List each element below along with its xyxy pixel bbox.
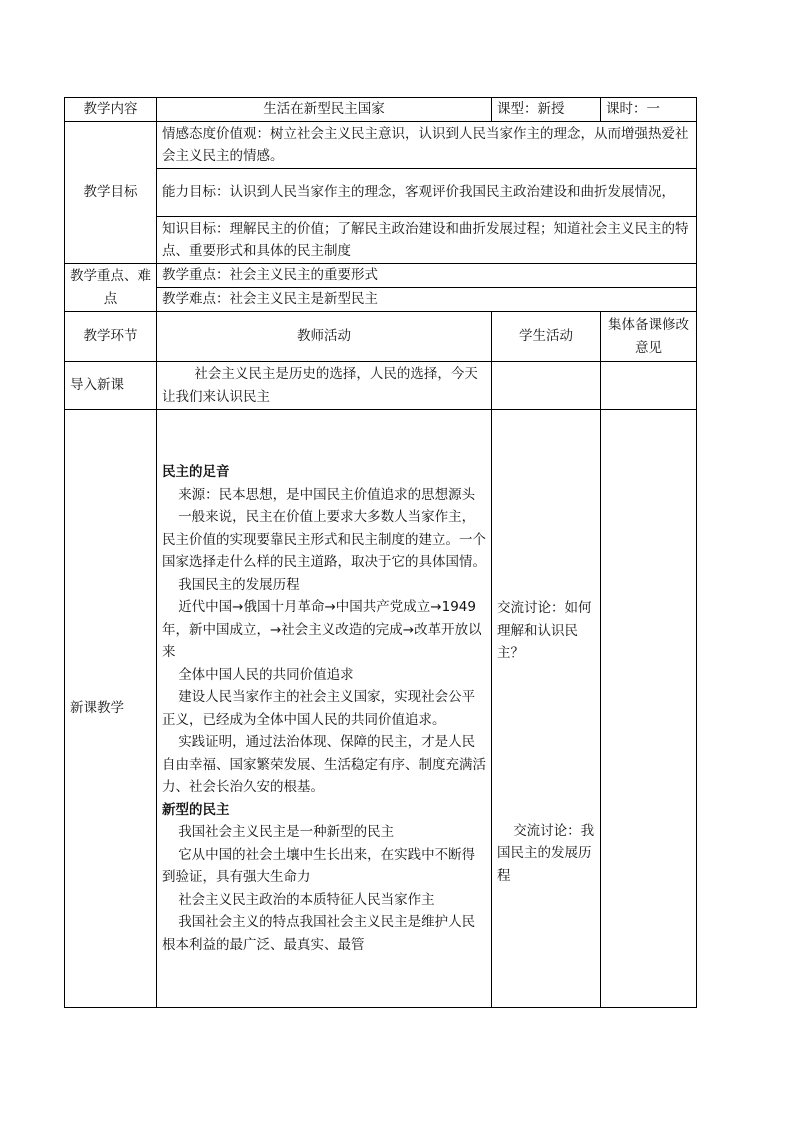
student-spacer-top xyxy=(497,530,595,597)
key-point-row xyxy=(65,264,697,288)
teacher-activity xyxy=(157,410,492,1008)
intro-teacher-text: 社会主义民主是历史的选择，人民的选择，今天让我们来认识民主 xyxy=(162,366,478,405)
col-student-header: 学生活动 xyxy=(492,312,601,362)
new-lesson-notes xyxy=(601,410,697,1008)
col-stage-header: 教学环节 xyxy=(65,312,157,362)
key-points-label: 教学重点、难点 xyxy=(65,264,157,312)
difficult-point: 教学难点：社会主义民主是新型民主 xyxy=(157,288,697,312)
intro-notes xyxy=(601,362,697,410)
new-lesson-row xyxy=(65,410,697,1008)
col-notes-header: 集体备课修改意见 xyxy=(601,312,697,362)
objectives-label: 教学目标 xyxy=(65,122,157,264)
key-point: 教学重点：社会主义民主的重要形式 xyxy=(157,264,697,288)
column-header-row xyxy=(65,312,697,362)
paragraph-history: 近代中国→俄国十月革命→中国共产党成立→1949 年，新中国成立，→社会主义改造的完成→改革开放以来 xyxy=(162,599,482,660)
col-teacher-header: 教师活动 xyxy=(157,312,492,362)
lesson-plan-table xyxy=(64,97,697,1008)
student-discussion-2: 交流讨论：我国民主的发展历程 xyxy=(497,822,595,884)
paragraph-essence: 社会主义民主政治的本质特征人民当家作主 xyxy=(178,891,435,908)
paragraph-features: 我国社会主义的特点我国社会主义民主是维护人民根本利益的最广泛、最真实、最管 xyxy=(162,914,476,953)
paragraph-common-value: 建设人民当家作主的社会主义国家，实现社会公平正义，已经成为全体中国人民的共同价值追求。 xyxy=(162,689,476,728)
intro-stage: 导入新课 xyxy=(65,362,157,410)
paragraph-history-heading: 我国民主的发展历程 xyxy=(178,576,300,593)
paragraph-common-value-heading: 全体中国人民的共同价值追求 xyxy=(178,666,354,683)
student-activity xyxy=(492,410,601,1008)
student-spacer-mid xyxy=(497,665,595,820)
paragraph-practice: 实践证明，通过法治体现、保障的民主，才是人民自由幸福、国家繁荣发展、生活稳定有序、制度充满活力、社会长治久安的根基。 xyxy=(162,734,486,795)
paragraph-general: 一般来说，民主在价值上要求大多数人当家作主，民主价值的实现要靠民主形式和民主制度的建立。一个国家选择走什么样的民主道路，取决于它的具体国情。 xyxy=(162,509,486,570)
objective-row-knowledge xyxy=(65,217,697,264)
difficult-point-row xyxy=(65,288,697,312)
objective-ability: 能力目标：认识到人民当家作主的理念，客观评价我国民主政治建设和曲折发展情况， xyxy=(157,169,697,217)
objective-emotion: 情感态度价值观：树立社会主义民主意识，认识到人民当家作主的理念，从而增强热爱社会主义民主的情感。 xyxy=(157,122,697,169)
intro-row xyxy=(65,362,697,410)
header-row xyxy=(65,98,697,122)
lesson-type: 课型：新授 xyxy=(492,98,601,122)
student-discussion-1: 交流讨论：如何理解和认识民主？ xyxy=(497,600,592,661)
objective-row-ability xyxy=(65,169,697,217)
paragraph-source: 来源：民本思想，是中国民主价值追求的思想源头 xyxy=(178,486,476,503)
objective-knowledge: 知识目标：理解民主的价值；了解民主政治建设和曲折发展过程；知道社会主义民主的特点、重要形式和具体的民主制度 xyxy=(157,217,697,264)
lesson-periods: 课时：一 xyxy=(601,98,697,122)
objective-row-emotion xyxy=(65,122,697,169)
section-heading-democracy-footsteps: 民主的足音 xyxy=(162,464,230,480)
lesson-topic: 生活在新型民主国家 xyxy=(157,98,492,122)
intro-student xyxy=(492,362,601,410)
paragraph-vitality: 它从中国的社会土壤中生长出来，在实践中不断得到验证，具有强大生命力 xyxy=(162,846,476,885)
section-heading-new-democracy: 新型的民主 xyxy=(162,801,230,818)
new-lesson-stage: 新课教学 xyxy=(65,410,157,1008)
paragraph-new-type: 我国社会主义民主是一种新型的民主 xyxy=(178,824,395,840)
content-label: 教学内容 xyxy=(65,98,157,122)
